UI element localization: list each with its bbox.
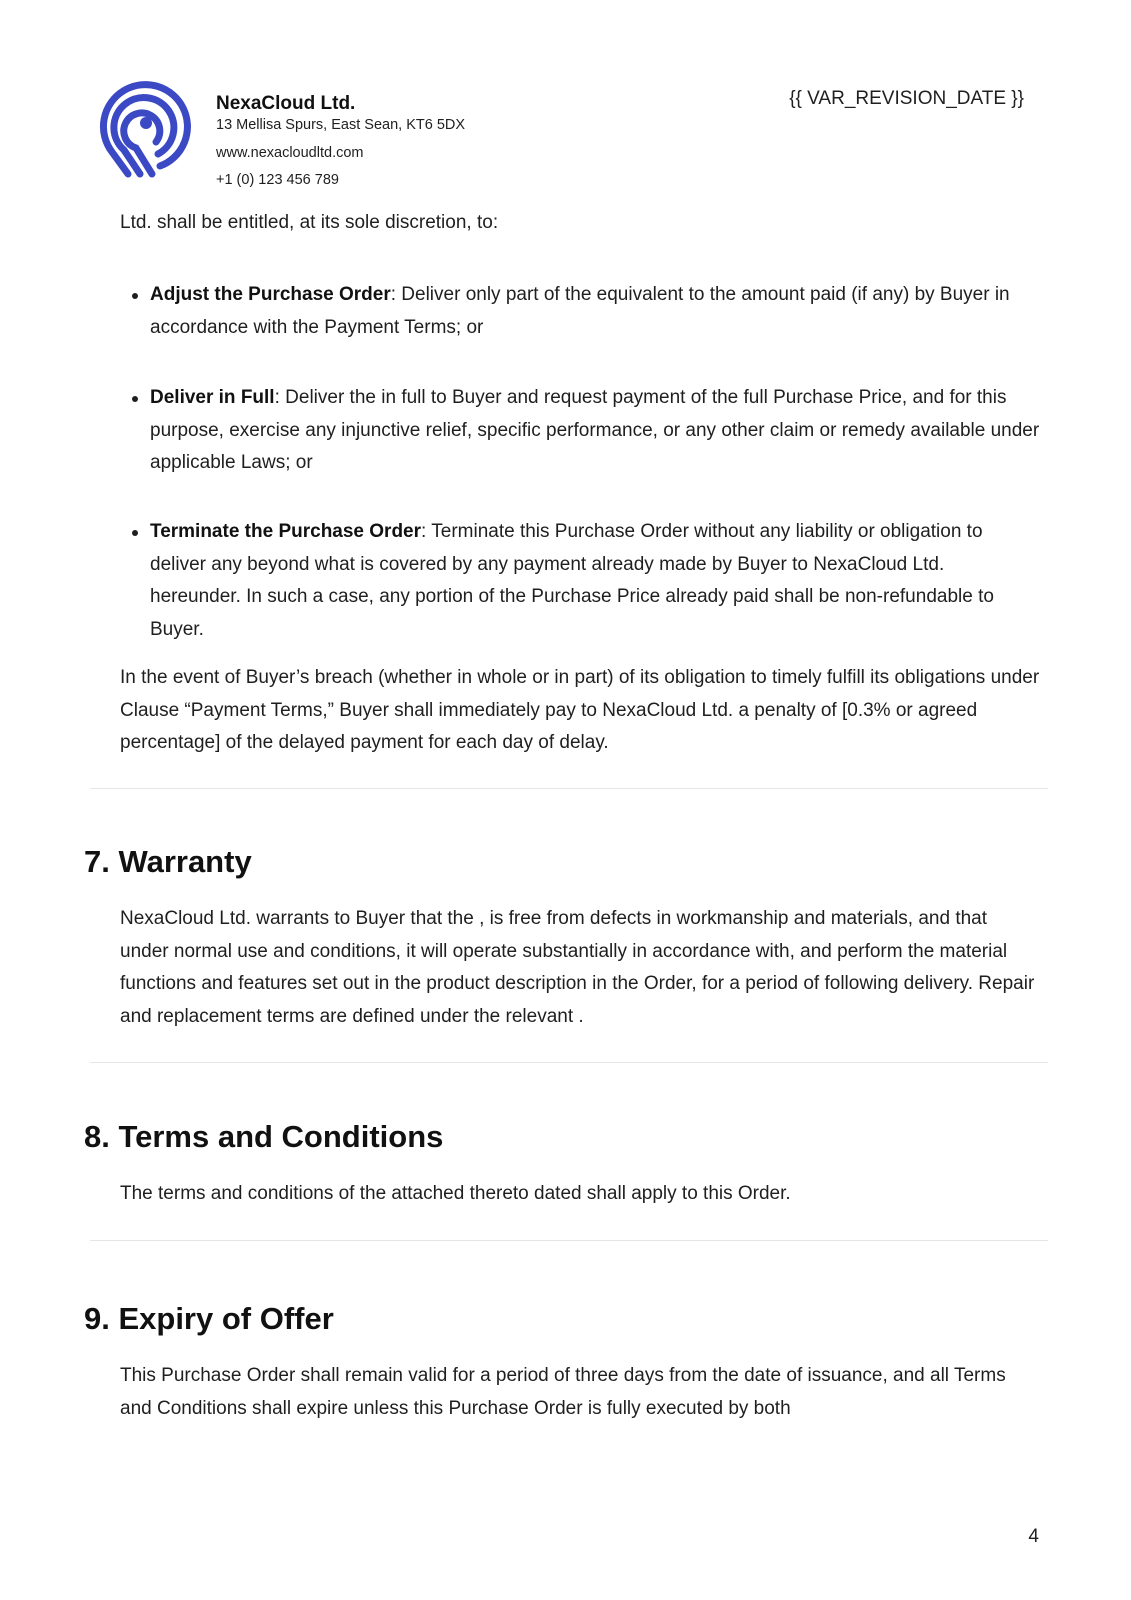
section-heading-terms: 8. Terms and Conditions	[84, 1119, 444, 1154]
company-website: www.nexacloudltd.com	[216, 145, 364, 161]
breach-paragraph: In the event of Buyer’s breach (whether in whole or in part) of its obligation to timely fulfill its obligations under Clause “Payment Terms,” Buyer shall immediately pay to NexaCloud Ltd. a penalty of [0.3% or agreed percentage] of the delayed payment for each day of delay.	[120, 667, 1040, 753]
bullet-title: Terminate the Purchase Order	[150, 521, 422, 542]
company-name: NexaCloud Ltd.	[216, 93, 356, 114]
section-divider	[90, 1240, 1048, 1241]
document-header	[98, 78, 1038, 208]
list-item	[120, 279, 1040, 344]
bullet-text: : Terminate this Purchase Order without any liability or obligation to deliver any beyond what is covered by any payment already made by Buyer to NexaCloud Ltd. hereunder. In such a case, any portion of the Purchase Price already paid shall be non-refundable to Buyer.	[150, 521, 994, 640]
section-body-terms: The terms and conditions of the attached thereto dated shall apply to this Order.	[120, 1183, 791, 1204]
page-number: 4	[1028, 1526, 1039, 1547]
section-divider	[90, 1062, 1048, 1063]
revision-date: {{ VAR_REVISION_DATE }}	[789, 88, 1024, 109]
company-info	[216, 92, 465, 189]
company-phone: +1 (0) 123 456 789	[216, 172, 339, 188]
nexacloud-logo-icon	[98, 78, 194, 180]
section-body-warranty: NexaCloud Ltd. warrants to Buyer that the , is free from defects in workmanship and materials, and that under normal use and conditions, it will operate substantially in accordance with, and perform the material functions and features set out in the product description in the Order, for a period of following delivery. Repair and replacement terms are defined under the relevant .	[120, 908, 1035, 1027]
section-divider	[90, 788, 1048, 789]
list-item	[120, 382, 1040, 480]
bullet-text: : Deliver the in full to Buyer and request payment of the full Purchase Price, and for this purpose, exercise any injunctive relief, specific performance, or any other claim or remedy available under applicable Laws; or	[150, 387, 1040, 473]
bullet-title: Deliver in Full	[150, 387, 275, 408]
company-address: 13 Mellisa Spurs, East Sean, KT6 5DX	[216, 117, 466, 133]
section-heading-expiry: 9. Expiry of Offer	[84, 1301, 334, 1336]
section-heading-warranty: 7. Warranty	[84, 844, 252, 879]
bullet-text: : Deliver only part of the equivalent to the amount paid (if any) by Buyer in accordance with the Payment Terms; or	[150, 284, 1010, 338]
bullet-title: Adjust the Purchase Order	[150, 284, 391, 305]
intro-line: Ltd. shall be entitled, at its sole discretion, to:	[120, 212, 499, 233]
list-item	[120, 516, 1040, 646]
section-body-expiry: This Purchase Order shall remain valid for a period of three days from the date of issuance, and all Terms and Conditions shall expire unless this Purchase Order is fully executed by both	[120, 1365, 1006, 1419]
